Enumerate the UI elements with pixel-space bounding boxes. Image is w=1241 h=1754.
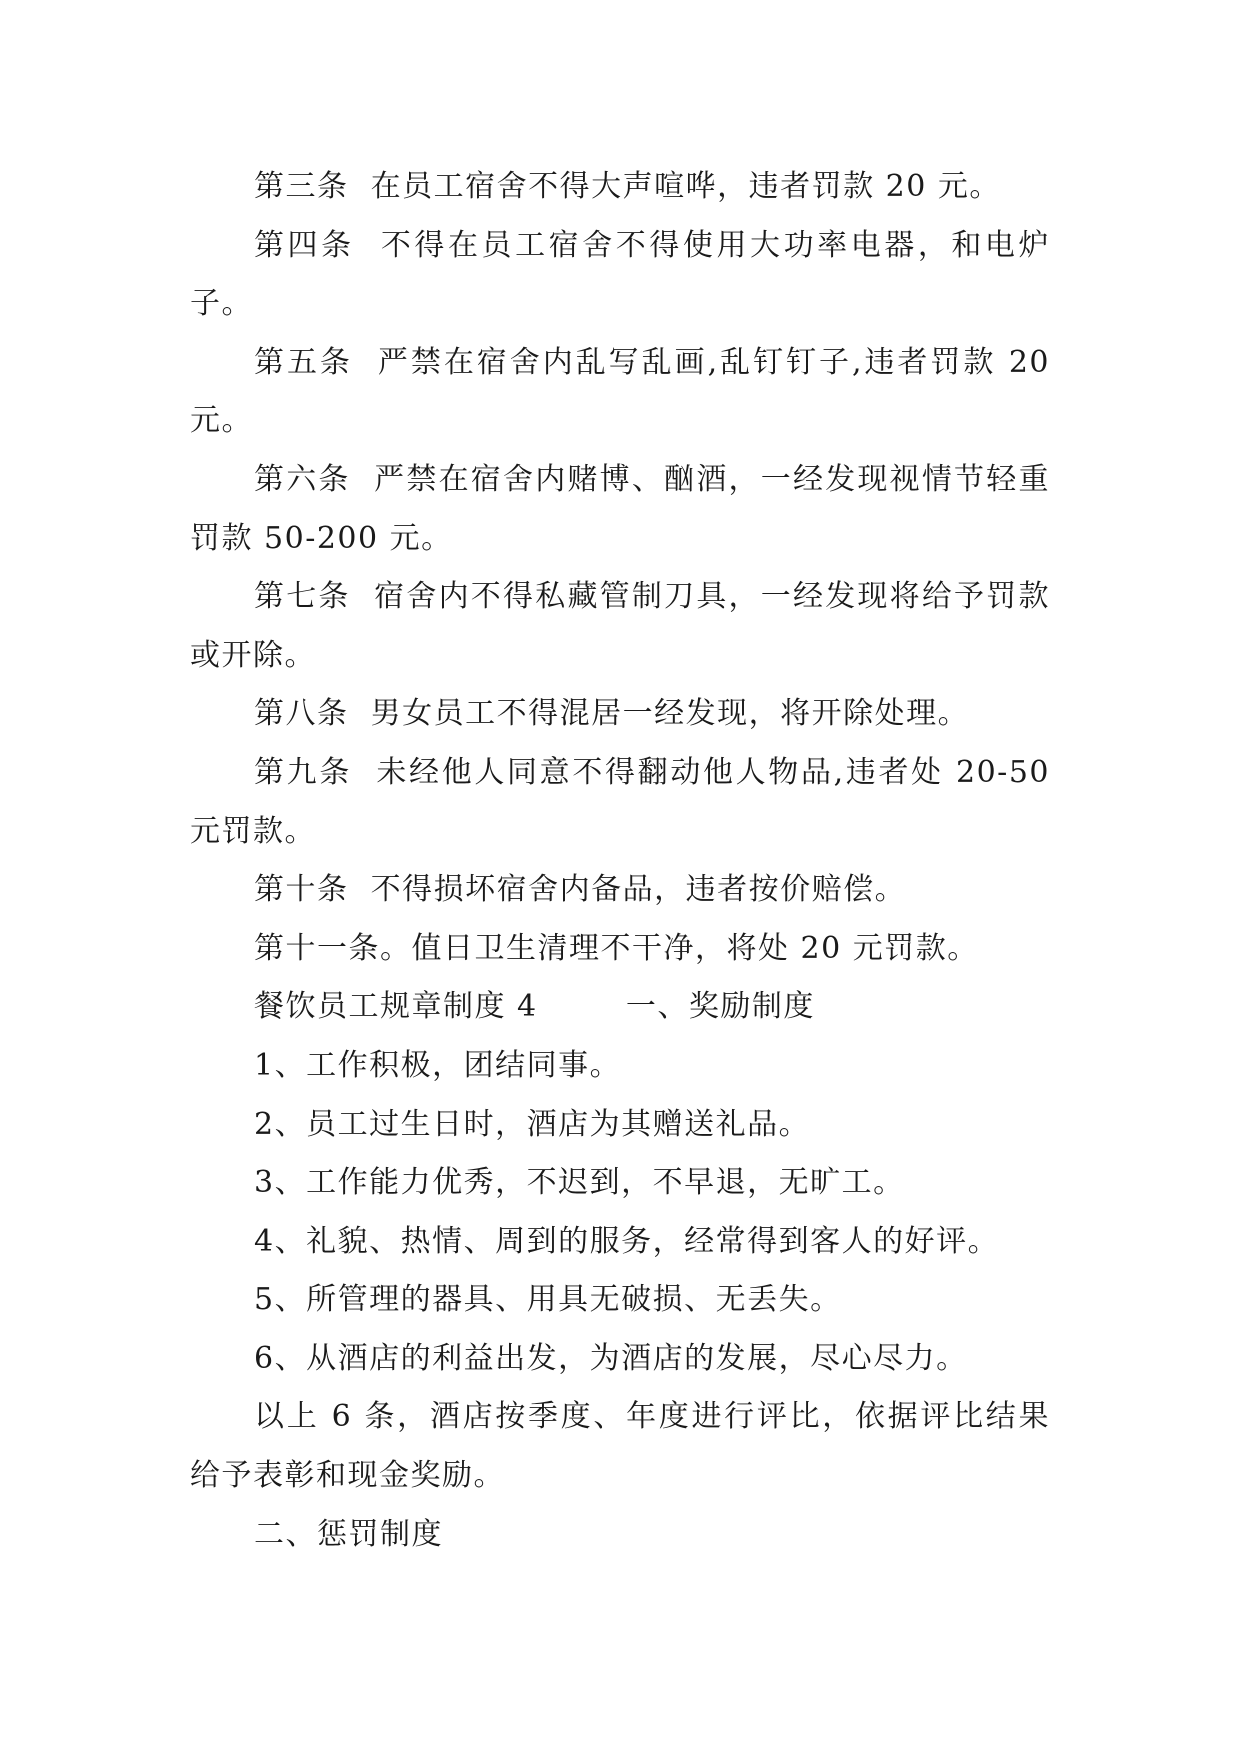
reward-item-5: 5、所管理的器具、用具无破损、无丢失。 <box>254 1282 842 1318</box>
reward-summary: 以上 6 条，酒店按季度、年度进行评比，依据评比结果给予表彰和现金奖励。 <box>190 1399 1050 1494</box>
article-7: 第七条 宿舍内不得私藏管制刀具，一经发现将给予罚款或开除。 <box>190 579 1050 673</box>
article-10: 第十条 不得损坏宿舍内备品，违者按价赔偿。 <box>254 872 907 908</box>
reward-item-4: 4、礼貌、热情、周到的服务，经常得到客人的好评。 <box>254 1223 1000 1259</box>
reward-item-2: 2、员工过生日时，酒店为其赠送礼品。 <box>254 1106 811 1142</box>
article-6: 第六条 严禁在宿舍内赌博、酗酒，一经发现视情节轻重罚款 50-200 元。 <box>190 461 1050 556</box>
article-8: 第八条 男女员工不得混居一经发现，将开除处理。 <box>254 696 970 732</box>
article-4: 第四条 不得在员工宿舍不得使用大功率电器，和电炉子。 <box>190 227 1050 322</box>
document-body <box>190 158 1062 1564</box>
article-3: 第三条 在员工宿舍不得大声喧哗，违者罚款 20 元。 <box>254 169 1001 204</box>
article-5: 第五条 严禁在宿舍内乱写乱画,乱钉钉子,违者罚款 20 元。 <box>190 344 1062 439</box>
reward-item-6: 6、从酒店的利益出发，为酒店的发展，尽心尽力。 <box>254 1340 968 1376</box>
section-heading-penalties: 二、惩罚制度 <box>254 1516 443 1552</box>
article-9: 第九条 未经他人同意不得翻动他人物品,违者处 20-50 元罚款。 <box>190 754 1062 849</box>
reward-item-3: 3、工作能力优秀，不迟到，不早退，无旷工。 <box>254 1165 905 1201</box>
section-heading-rewards: 餐饮员工规章制度 4 一、奖励制度 <box>254 989 815 1025</box>
article-11: 第十一条。值日卫生清理不干净，将处 20 元罚款。 <box>254 930 979 966</box>
reward-item-1: 1、工作积极，团结同事。 <box>254 1047 622 1083</box>
